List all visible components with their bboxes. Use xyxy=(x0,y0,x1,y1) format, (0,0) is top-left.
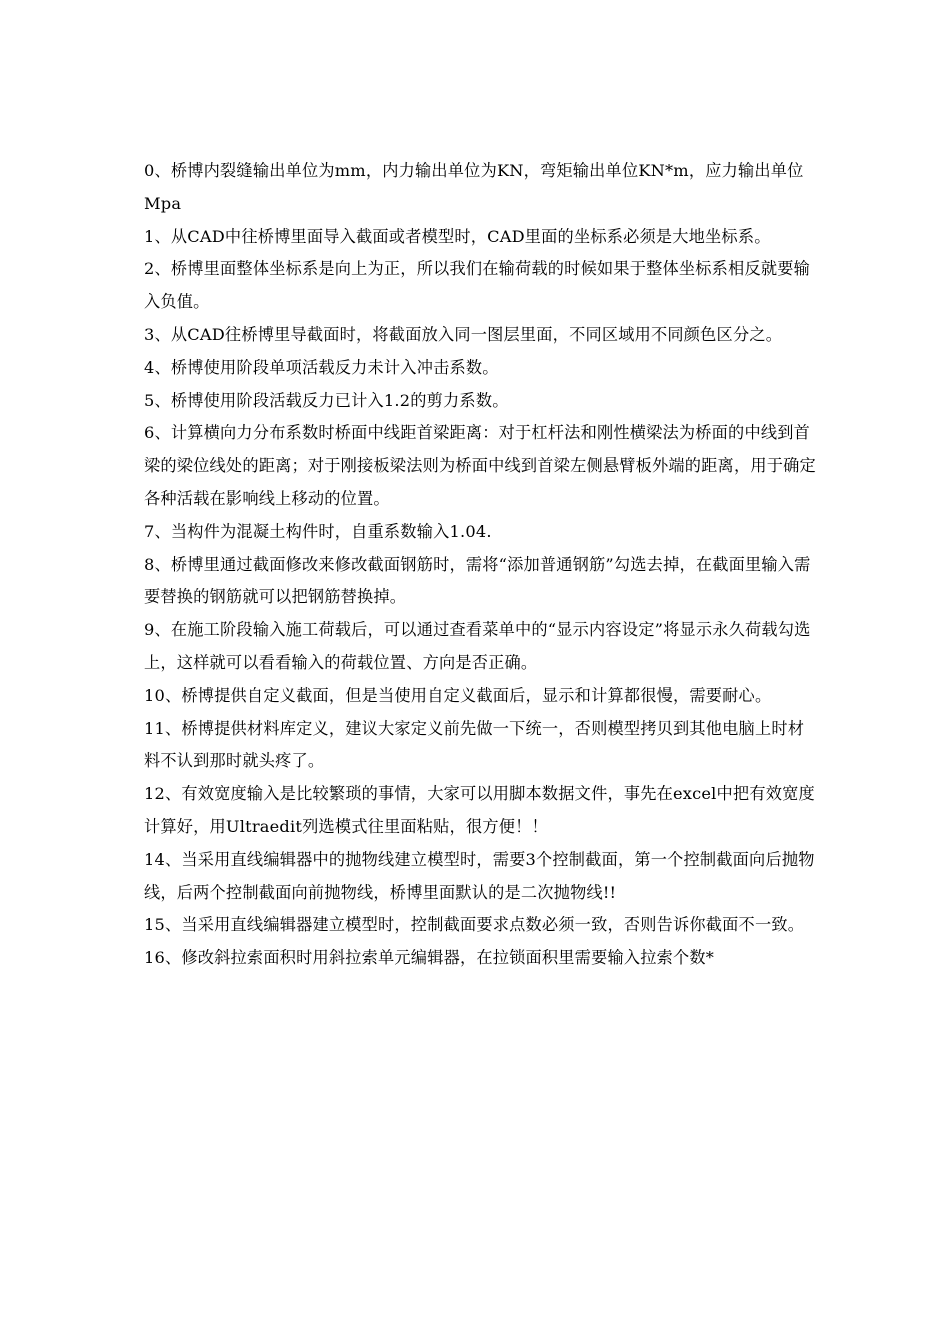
document-body xyxy=(144,155,816,975)
paragraph-2: 2、桥博里面整体坐标系是向上为正，所以我们在输荷载的时候如果于整体坐标系相反就要输入负值。 xyxy=(144,259,810,312)
paragraph-1: 1、从CAD中往桥博里面导入截面或者模型时，CAD里面的坐标系必须是大地坐标系。 xyxy=(144,226,771,246)
paragraph-8: 8、桥博里通过截面修改来修改截面钢筋时，需将“添加普通钢筋”勾选去掉，在截面里输入需要替换的钢筋就可以把钢筋替换掉。 xyxy=(144,554,811,607)
paragraph-14: 14、当采用直线编辑器中的抛物线建立模型时，需要3个控制截面，第一个控制截面向后抛物线，后两个控制截面向前抛物线，桥博里面默认的是二次抛物线!! xyxy=(144,849,815,902)
paragraph-9: 9、在施工阶段输入施工荷载后，可以通过查看菜单中的“显示内容设定”将显示永久荷载勾选上，这样就可以看看输入的荷载位置、方向是否正确。 xyxy=(144,620,811,672)
paragraph-15: 15、当采用直线编辑器建立模型时，控制截面要求点数必须一致，否则告诉你截面不一致。 xyxy=(144,915,805,935)
paragraph-10: 10、桥博提供自定义截面，但是当使用自定义截面后，显示和计算都很慢，需要耐心。 xyxy=(144,685,772,705)
paragraph-6: 6、计算横向力分布系数时桥面中线距首梁距离：对于杠杆法和刚性横梁法为桥面的中线到首梁的梁位线处的距离；对于刚接板梁法则为桥面中线到首梁左侧悬臂板外端的距离，用于确定各种活载在影响线上移动的位置。 xyxy=(144,423,816,508)
paragraph-11: 11、桥博提供材料库定义，建议大家定义前先做一下统一，否则模型拷贝到其他电脑上时材料不认到那时就头疼了。 xyxy=(144,718,805,771)
paragraph-12: 12、有效宽度输入是比较繁琐的事情，大家可以用脚本数据文件，事先在excel中把有效宽度计算好，用Ultraedit列选模式往里面粘贴，很方便！！ xyxy=(144,784,815,836)
paragraph-16: 16、修改斜拉索面积时用斜拉索单元编辑器，在拉锁面积里需要输入拉索个数* xyxy=(144,948,715,968)
paragraph-4: 4、桥博使用阶段单项活载反力未计入冲击系数。 xyxy=(144,357,499,377)
paragraph-3: 3、从CAD往桥博里导截面时，将截面放入同一图层里面，不同区域用不同颜色区分之。 xyxy=(144,324,783,344)
paragraph-5: 5、桥博使用阶段活载反力已计入1.2的剪力系数。 xyxy=(144,390,509,410)
paragraph-0: 0、桥博内裂缝输出单位为mm，内力输出单位为KN，弯矩输出单位KN*m，应力输出单位Mpa xyxy=(144,161,804,213)
paragraph-7: 7、当构件为混凝土构件时，自重系数输入1.04. xyxy=(144,521,492,541)
